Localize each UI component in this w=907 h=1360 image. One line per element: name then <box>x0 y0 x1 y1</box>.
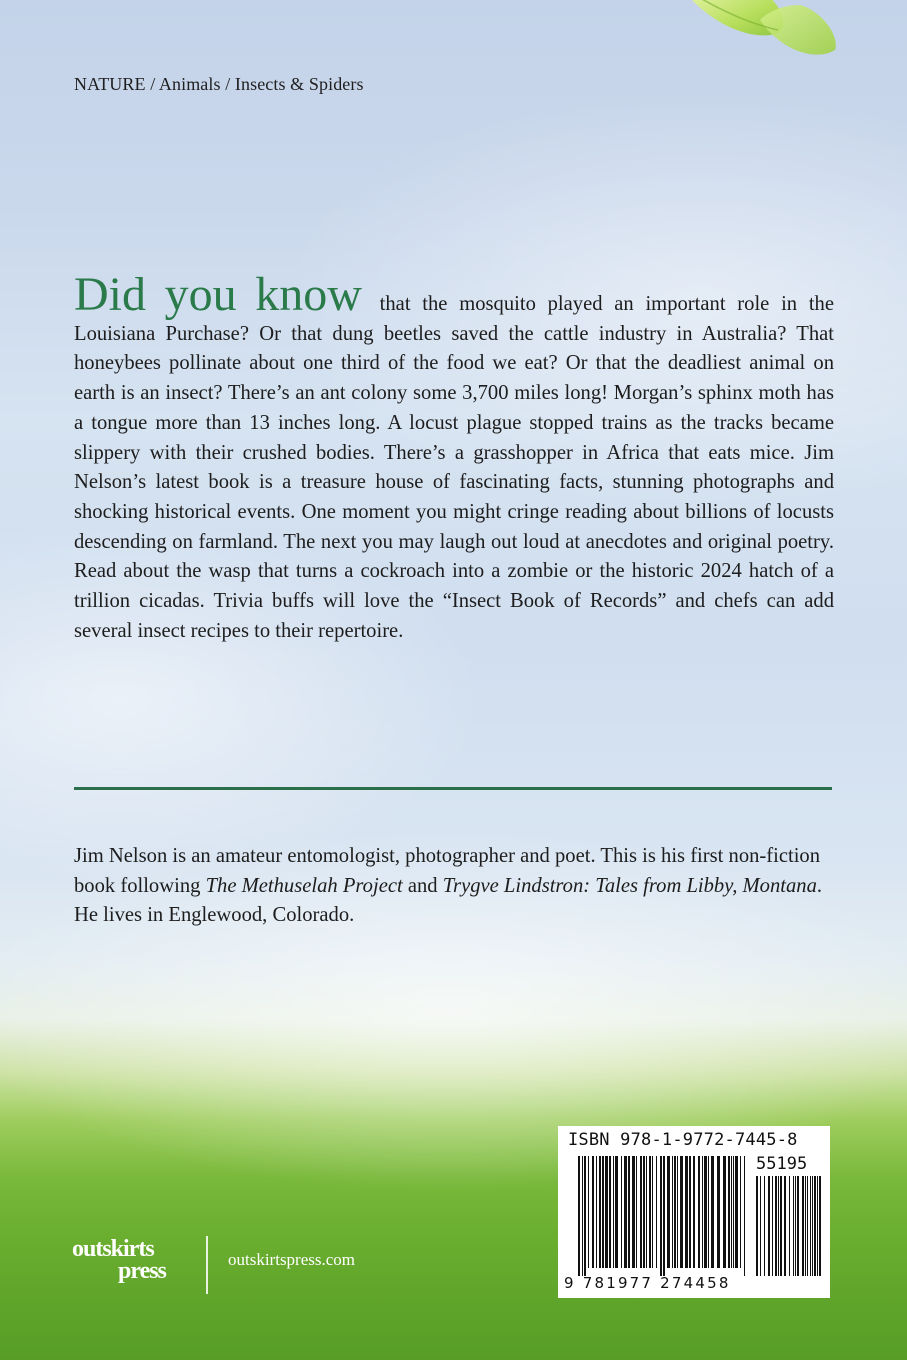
barcode-bar <box>596 1156 597 1268</box>
bio-text-part3: . He lives in Englewood, Colorado. <box>74 874 823 927</box>
addon-bar <box>764 1176 765 1276</box>
barcode-bar <box>717 1156 720 1268</box>
barcode-bar <box>649 1156 651 1268</box>
barcode-bar <box>636 1156 637 1268</box>
price-code: 55195 <box>756 1154 808 1174</box>
barcode-bar <box>605 1156 608 1268</box>
barcode-bar <box>728 1156 730 1268</box>
addon-bar <box>760 1176 761 1276</box>
barcode-bar <box>667 1156 670 1268</box>
addon-bar <box>814 1176 816 1276</box>
author-bio <box>74 842 834 931</box>
logo-line1: outskirts <box>72 1236 154 1262</box>
barcode-bar <box>711 1156 714 1268</box>
barcode-bar <box>708 1156 709 1268</box>
barcode-bar <box>615 1156 618 1268</box>
barcode-bar <box>698 1156 700 1268</box>
barcode-bar <box>609 1156 611 1268</box>
barcode-bar <box>693 1156 695 1268</box>
addon-bar <box>772 1176 773 1276</box>
bio-text-part2: and <box>402 874 443 897</box>
barcode-bar <box>672 1156 673 1268</box>
blurb-lead-heading: Did you know <box>74 268 362 321</box>
section-divider <box>74 787 832 790</box>
addon-bar <box>797 1176 799 1276</box>
addon-bar <box>775 1176 777 1276</box>
leaf-decoration-icon <box>640 0 907 90</box>
subject-category: NATURE / Animals / Insects & Spiders <box>74 74 364 94</box>
publisher-url: outskirtspress.com <box>228 1250 356 1269</box>
barcode-bar <box>702 1156 703 1268</box>
bio-text-part1: Jim Nelson is an amateur entomologist, photographer and poet. This is his first non-fiction book following <box>74 845 821 897</box>
barcode-bar <box>632 1156 635 1268</box>
addon-bar <box>793 1176 794 1276</box>
addon-bar <box>807 1176 808 1276</box>
barcode-bar <box>582 1156 583 1276</box>
addon-bar <box>819 1176 821 1276</box>
ean-digits: 9 781977 274458 <box>564 1274 731 1292</box>
barcode-bar <box>584 1156 586 1276</box>
addon-bar <box>795 1176 796 1276</box>
addon-bar <box>802 1176 804 1276</box>
publisher-divider <box>206 1236 208 1294</box>
barcode-bar <box>624 1156 627 1268</box>
blurb-text: that the mosquito played an important role in the Louisiana Purchase? Or that dung beetles saved the cattle industry in Australia? That honeybees pollinate about one third of the food we eat? Or that the deadliest animal on earth is an insect? There’s an ant colony some 3,700 miles long! Morgan’s sphinx moth has a tongue more than 13 inches long. A locust plague stopped trains as the tracks became slippery with their crushed bodies. There’s a grasshopper in Africa that eats mice. Jim Nelson’s latest book is a treasure house of fascinating facts, stunning photographs and shocking historical events. One moment you might cringe reading about billions of locusts descending on farmland. The next you may laugh out loud at anecdotes and original poetry. Read about the wasp that turns a cockroach into a zombie or the historic 2024 hatch of a trillion cicadas. Trivia buffs will love the “Insect Book of Records” and chefs can add several insect recipes to their repertoire. <box>74 293 834 642</box>
barcode-bar <box>704 1156 707 1268</box>
barcode-bar <box>656 1156 657 1268</box>
barcode-bar <box>680 1156 683 1268</box>
publisher-logo-icon <box>72 1236 200 1294</box>
barcode-bar <box>685 1156 688 1268</box>
barcode-bar <box>674 1156 676 1268</box>
barcode-bar <box>640 1156 642 1268</box>
addon-bar <box>756 1176 758 1276</box>
barcode-bar <box>677 1156 678 1268</box>
bio-book-title-1: The Methuselah Project <box>205 874 403 897</box>
barcode-bar <box>735 1156 738 1268</box>
barcode-bar <box>599 1156 601 1268</box>
publisher-block <box>72 1236 412 1296</box>
isbn-label: ISBN 978-1-9772-7445-8 <box>568 1130 798 1150</box>
barcode-bar <box>652 1156 653 1268</box>
addon-bar <box>789 1176 790 1276</box>
isbn-barcode <box>558 1126 830 1298</box>
barcode-bar <box>723 1156 726 1268</box>
addon-bar <box>810 1176 811 1276</box>
barcode-bar <box>643 1156 645 1268</box>
addon-bar <box>784 1176 786 1276</box>
barcode-bar <box>613 1156 614 1268</box>
barcode-bar <box>663 1156 665 1276</box>
addon-bar <box>768 1176 770 1276</box>
barcode-bar <box>731 1156 732 1268</box>
logo-line2: press <box>118 1258 166 1284</box>
addon-bar <box>780 1176 782 1276</box>
barcode-bar <box>621 1156 622 1268</box>
barcode-bar <box>628 1156 630 1268</box>
barcode-bar <box>578 1156 580 1276</box>
barcode-bar <box>588 1156 589 1268</box>
barcode-bar <box>660 1156 662 1276</box>
barcode-bar <box>646 1156 647 1268</box>
addon-bar <box>812 1176 813 1276</box>
addon-bar <box>805 1176 806 1276</box>
barcode-bar <box>592 1156 594 1268</box>
addon-bar <box>817 1176 818 1276</box>
barcode-bar <box>733 1156 734 1268</box>
addon-bar <box>778 1176 779 1276</box>
bio-book-title-2: Trygve Lindstron: Tales from Libby, Montana <box>442 874 817 897</box>
barcode-bar <box>744 1156 745 1276</box>
barcode-bar <box>689 1156 691 1268</box>
barcode-bar <box>740 1156 741 1268</box>
barcode-bar <box>602 1156 604 1268</box>
barcode-bars <box>558 1126 830 1298</box>
back-cover-blurb <box>74 268 834 646</box>
